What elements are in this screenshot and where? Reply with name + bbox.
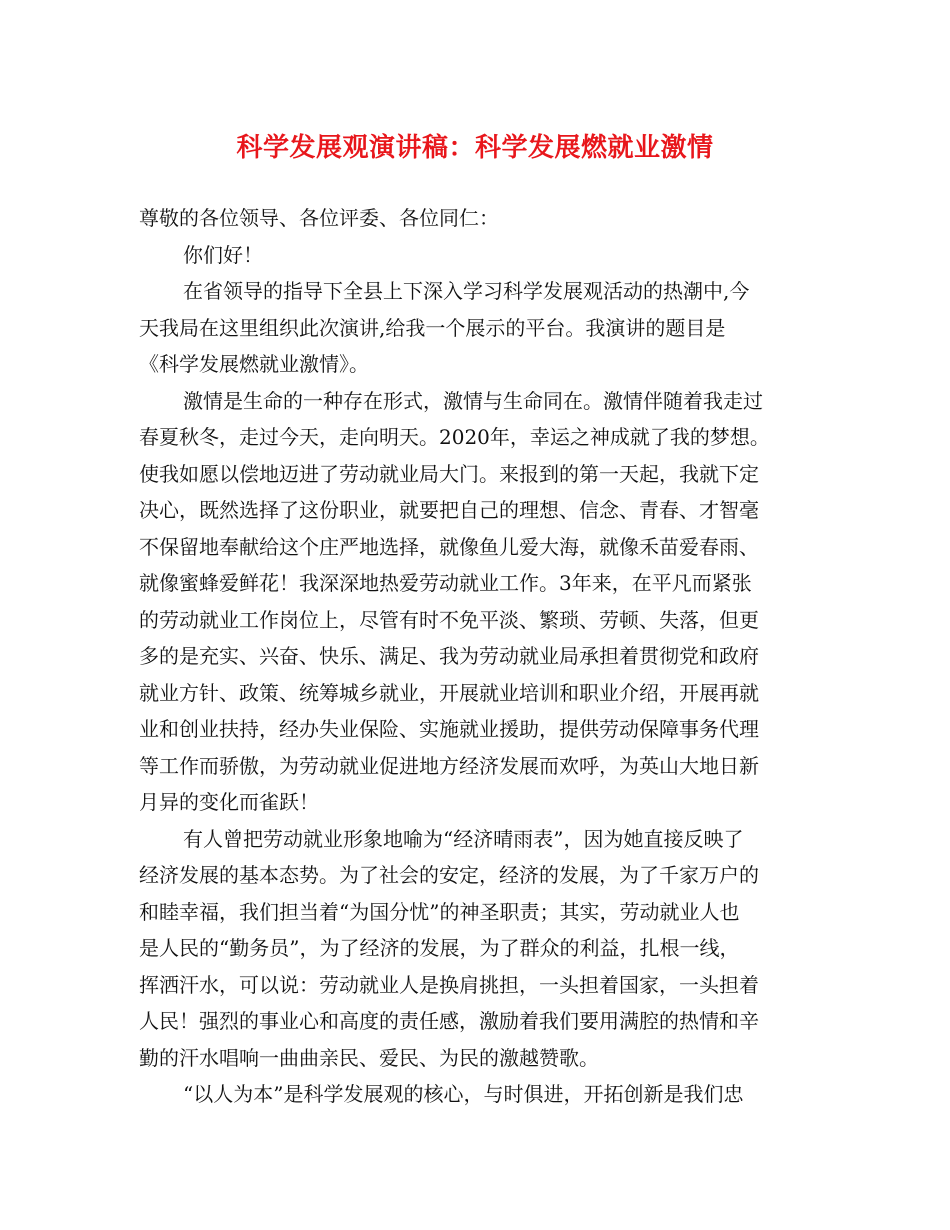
paragraph [139,821,827,1077]
text-line: 不保留地奉献给这个庄严地选择，就像鱼儿爱大海，就像禾苗爱春雨、 [139,534,759,559]
text-line: 有人曾把劳动就业形象地喻为“经济晴雨表”，因为她直接反映了 [183,826,744,851]
text-line: 的劳动就业工作岗位上，尽管有时不免平淡、繁琐、劳顿、失落，但更 [139,607,759,632]
text-line: 业和创业扶持，经办失业保险、实施就业援助，提供劳动保障事务代理 [139,717,759,741]
text-line: 《科学发展燃就业激情》。 [139,352,369,376]
salutation: 尊敬的各位领导、各位评委、各位同仁： [139,206,499,230]
text-line: 使我如愿以偿地迈进了劳动就业局大门。来报到的第一天起，我就下定 [139,461,759,486]
text-line: 就业方针、政策、统筹城乡就业，开展就业培训和职业介绍，开展再就 [139,680,759,705]
paragraph-list [139,273,827,1113]
text-line: 人民！强烈的事业心和高度的责任感，激励着我们要用满腔的热情和辛 [139,1009,759,1033]
document-body [139,200,827,1113]
text-line: 月异的变化而雀跃！ [139,790,319,814]
paragraph [139,383,827,821]
document-title: 科学发展观演讲稿：科学发展燃就业激情 [236,133,714,163]
text-line: 经济发展的基本态势。为了社会的安定，经济的发展，为了千家万户的 [139,863,759,887]
greeting: 你们好！ [183,242,263,267]
paragraph [139,273,827,383]
text-line: 就像蜜蜂爱鲜花！我深深地热爱劳动就业工作。3年来，在平凡而紧张 [139,571,752,595]
paragraph [139,1076,827,1113]
text-line: “以人为本”是科学发展观的核心，与时俱进，开拓创新是我们忠 [183,1082,744,1106]
text-line: 多的是充实、兴奋、快乐、满足、我为劳动就业局承担着贯彻党和政府 [139,644,759,668]
text-line: 勤的汗水唱响一曲曲亲民、爱民、为民的激越赞歌。 [139,1045,599,1070]
text-line: 天我局在这里组织此次演讲,给我一个展示的平台。我演讲的题目是 [139,315,726,340]
text-line: 春夏秋冬，走过今天，走向明天。2020年，幸运之神成就了我的梦想。 [139,425,770,449]
text-line: 等工作而骄傲，为劳动就业促进地方经济发展而欢呼，为英山大地日新 [139,753,759,778]
text-line: 挥洒汗水，可以说：劳动就业人是换肩挑担，一头担着国家，一头担着 [139,972,759,997]
text-line: 激情是生命的一种存在形式，激情与生命同在。激情伴随着我走过 [183,388,763,413]
text-line: 决心，既然选择了这份职业，就要把自己的理想、信念、青春、才智毫 [139,498,759,522]
text-line: 是人民的“勤务员”，为了经济的发展，为了群众的利益，扎根一线， [139,936,740,960]
text-line: 在省领导的指导下全县上下深入学习科学发展观活动的热潮中,今 [183,279,750,303]
text-line: 和睦幸福，我们担当着“为国分忧”的神圣职责；其实，劳动就业人也 [139,899,740,924]
